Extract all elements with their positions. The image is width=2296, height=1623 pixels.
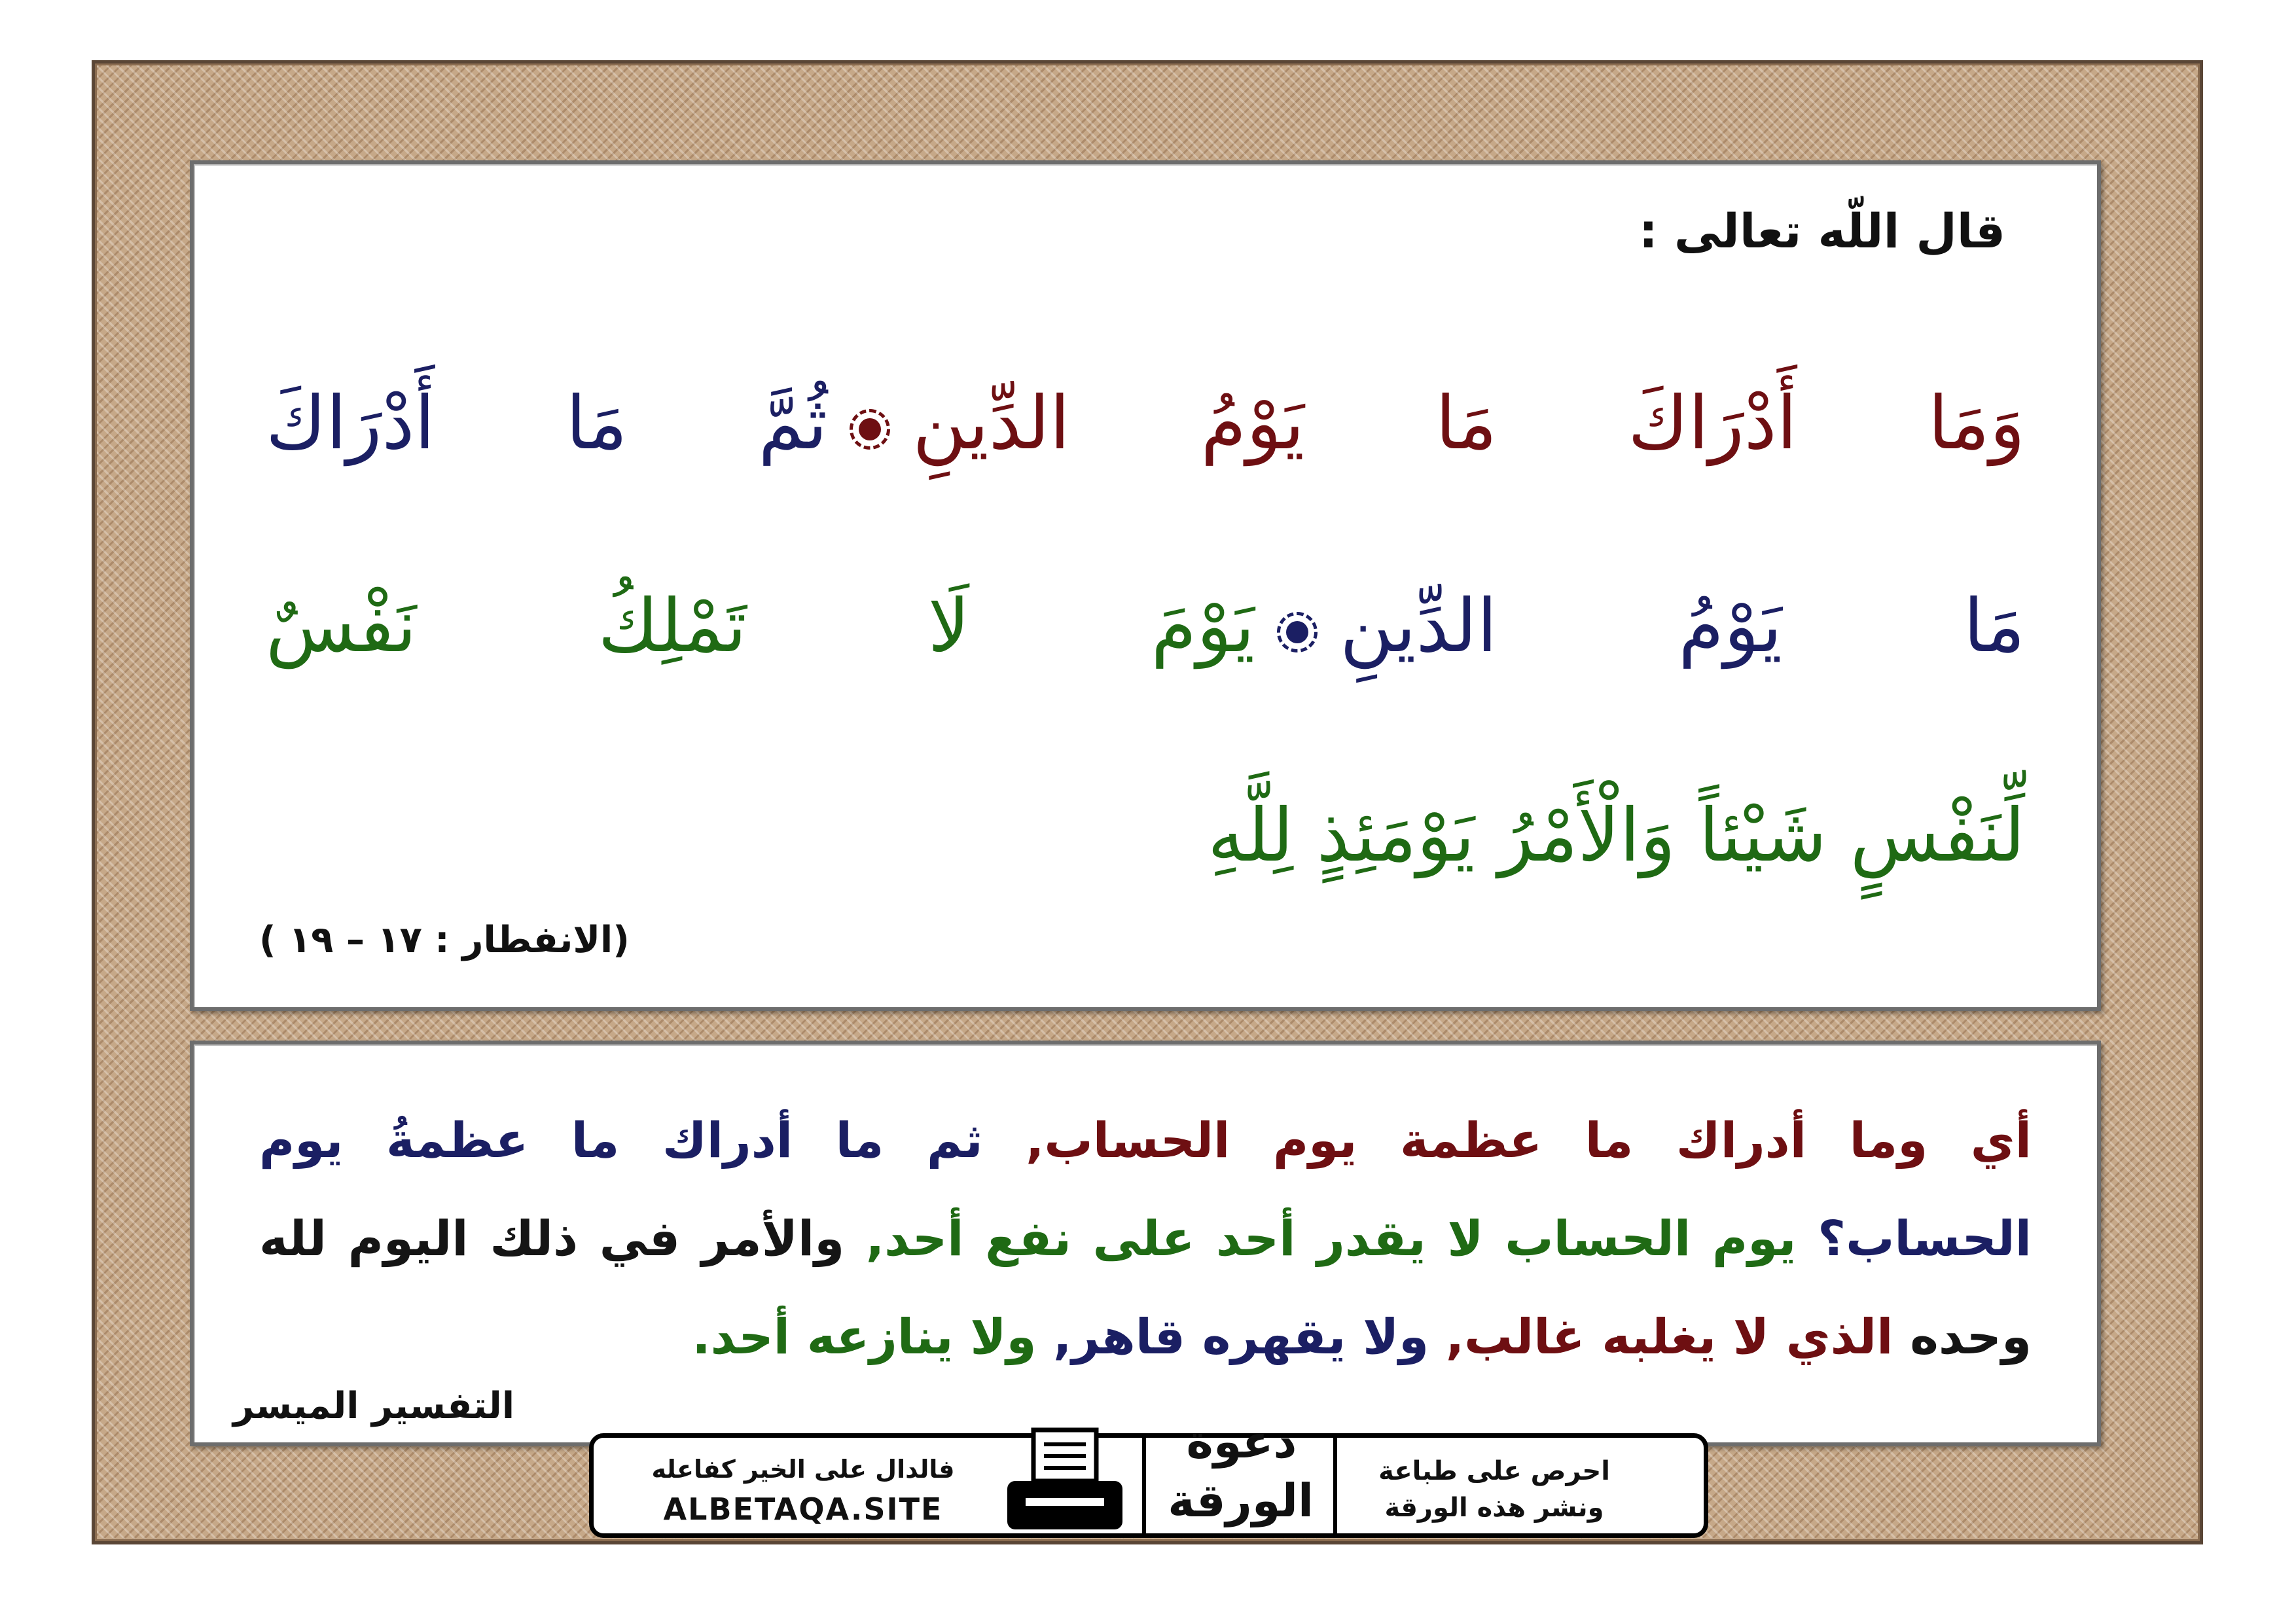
banner-slogan: فالدال على الخير كفاعله [651,1455,955,1484]
verse-line-1-part-1: وَمَا أَدْرَاكَ مَا يَوْمُ الدِّينِ [912,381,2025,466]
logo-word: دعوة [1186,1415,1297,1469]
tafsir-segment: ولا ينازعه أحد. [692,1309,1037,1365]
verse-line-3-text: لِّنَفْسٍ شَيْئاً وَالْأَمْرُ يَوْمَئِذٍ لِلَّهِ [1207,793,2025,878]
tafsir-segment: والأمر في ذلك اليوم لله [259,1211,845,1267]
tafsir-line-1 [259,1113,2032,1169]
verse-line-3 [266,793,2025,878]
verse-line-2-part-2: يَوْمَ لَا تَمْلِكُ نَفْسٌ [266,584,1255,669]
tafsir-segment: ثم ما أدراك ما عظمةُ يوم [259,1113,983,1169]
tafsir-line-3 [259,1309,2032,1365]
tafsir-segment: الحساب؟ [1818,1211,2032,1267]
site-link[interactable]: ALBETAQA.SITE [663,1491,943,1527]
ayah-end-marker-icon [1277,612,1318,652]
tafsir-segment: وحده [1910,1309,2032,1365]
banner-call-to-action: ونشر هذه الورقة [1384,1493,1604,1523]
banner-right-block [1311,1438,1677,1533]
dawat-alwaraqa-logo [1170,1415,1314,1546]
logo-word: الورقة [1168,1474,1314,1527]
printer-icon [999,1425,1130,1536]
tafsir-segment: أي وما أدراك ما عظمة يوم الحساب, [1026,1113,2032,1169]
tafsir-segment: الذي لا يغلبه غالب, [1445,1309,1893,1365]
verse-line-1 [266,381,2025,466]
bottom-banner [589,1415,1708,1538]
tafsir-segment: ولا يقهره قاهر, [1053,1309,1429,1365]
banner-call-to-action: احرص على طباعة [1378,1456,1610,1486]
verse-intro: قال اللّه تعالى : [1638,204,2005,259]
banner-left-block [594,1438,1013,1533]
verse-line-2 [266,584,2026,669]
verse-reference: (الانفطار : ١٧ – ١٩ ) [259,919,630,961]
banner-divider [1142,1438,1146,1533]
tafsir-source: التفسير الميسر [233,1385,515,1427]
verse-line-1-part-2: ثُمَّ مَا أَدْرَاكَ [266,381,828,466]
ayah-end-marker-icon [850,409,890,450]
verse-panel [190,160,2101,1011]
verse-line-2-part-1: مَا يَوْمُ الدِّينِ [1340,584,2026,669]
tafsir-segment: يوم الحساب لا يقدر أحد على نفع أحد, [865,1211,1797,1267]
tafsir-panel [190,1041,2101,1446]
tafsir-line-2 [259,1211,2032,1267]
